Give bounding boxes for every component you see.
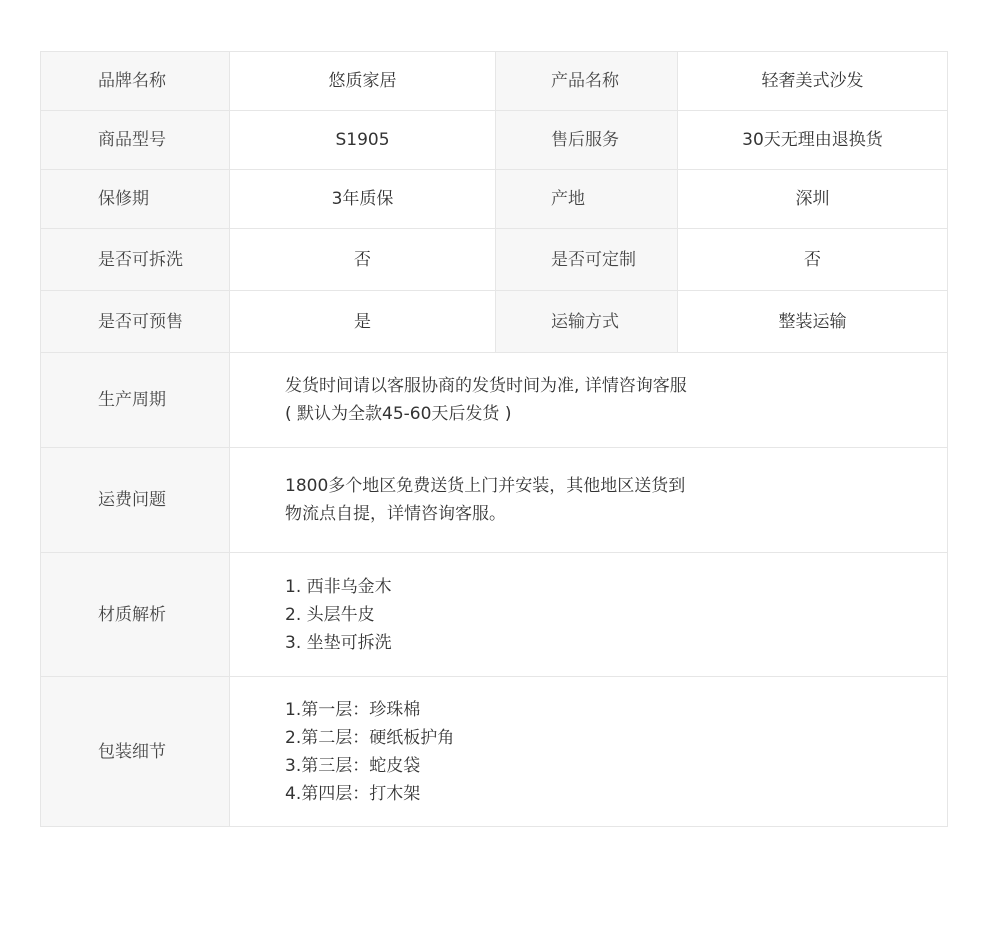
product-spec-table	[40, 51, 948, 827]
material-list-item: 2. 头层牛皮	[285, 604, 375, 625]
label-transport: 运输方式	[496, 291, 678, 353]
value-shipping	[230, 448, 948, 553]
value-warranty: 3年质保	[230, 170, 496, 229]
value-model: S1905	[230, 111, 496, 170]
value-brand-name: 悠质家居	[230, 52, 496, 111]
label-brand-name: 品牌名称	[41, 52, 230, 111]
production-cycle-line: 发货时间请以客服协商的发货时间为准, 详情咨询客服	[285, 376, 687, 396]
packaging-list-item: 3.第三层：蛇皮袋	[285, 755, 421, 776]
label-warranty: 保修期	[41, 170, 230, 229]
value-washable: 否	[230, 229, 496, 291]
material-list-item: 1. 西非乌金木	[285, 576, 392, 597]
material-list-item: 3. 坐垫可拆洗	[285, 632, 392, 653]
packaging-list-item: 2.第二层：硬纸板护角	[285, 727, 455, 748]
spec-row-presale	[41, 291, 948, 353]
value-packaging	[230, 677, 948, 827]
spec-row-washable	[41, 229, 948, 291]
value-origin: 深圳	[678, 170, 948, 229]
label-shipping: 运费问题	[41, 448, 230, 553]
value-product-name: 轻奢美式沙发	[678, 52, 948, 111]
value-after-sales: 30天无理由退换货	[678, 111, 948, 170]
label-production-cycle: 生产周期	[41, 353, 230, 448]
detail-row-packaging	[41, 677, 948, 827]
label-packaging: 包装细节	[41, 677, 230, 827]
spec-row-model	[41, 111, 948, 170]
label-customizable: 是否可定制	[496, 229, 678, 291]
label-material: 材质解析	[41, 553, 230, 677]
label-after-sales: 售后服务	[496, 111, 678, 170]
detail-row-shipping	[41, 448, 948, 553]
label-washable: 是否可拆洗	[41, 229, 230, 291]
packaging-list-item: 1.第一层：珍珠棉	[285, 699, 421, 720]
value-transport: 整装运输	[678, 291, 948, 353]
production-cycle-line: ( 默认为全款45-60天后发货 )	[285, 404, 512, 424]
value-production-cycle	[230, 353, 948, 448]
value-material	[230, 553, 948, 677]
label-presale: 是否可预售	[41, 291, 230, 353]
label-origin: 产地	[496, 170, 678, 229]
label-product-name: 产品名称	[496, 52, 678, 111]
spec-row-warranty	[41, 170, 948, 229]
label-model: 商品型号	[41, 111, 230, 170]
detail-row-production-cycle	[41, 353, 948, 448]
value-customizable: 否	[678, 229, 948, 291]
packaging-list-item: 4.第四层：打木架	[285, 783, 421, 804]
shipping-line: 1800多个地区免费送货上门并安装，其他地区送货到	[285, 476, 686, 496]
value-presale: 是	[230, 291, 496, 353]
spec-row-brand	[41, 52, 948, 111]
shipping-line: 物流点自提，详情咨询客服。	[285, 504, 506, 524]
detail-row-material	[41, 553, 948, 677]
